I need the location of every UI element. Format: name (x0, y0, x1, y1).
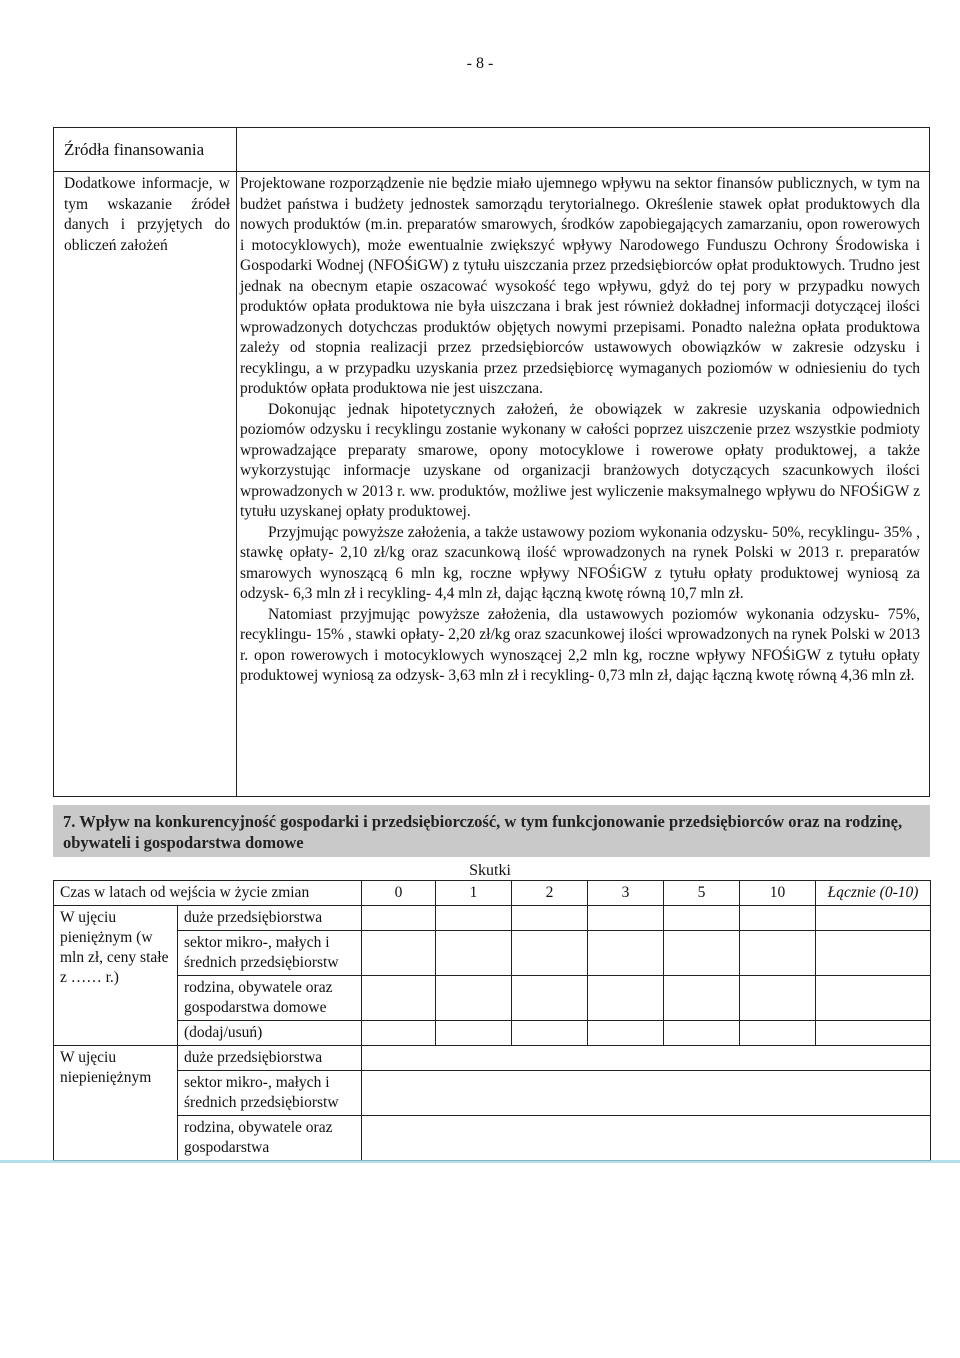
paragraph-2: Dokonując jednak hipotetycznych założeń, że obowiązek w zakresie uzyskania odpowiednich poziomów odzysku i recyklingu zostanie wykonany w całości poprzez uiszczenie przez wszystkie podmioty wprowadzające preparaty smarowe, opony motocyklowe i rowerowe opłaty produktowej, a także wykorzystując informacje uzyskane od organizacji branżowych dotyczących szacunkowych ilości wprowadzonych w 2013 r. ww. produktów, możliwe jest wyliczenie maksymalnego wpływu do NFOŚiGW z tytułu uzyskanej opłaty produktowej. (240, 400, 920, 520)
value-cell (362, 976, 436, 1021)
value-cell (436, 931, 512, 976)
row-label: rodzina, obywatele oraz gospodarstwa domowe (178, 976, 362, 1021)
value-cell (512, 931, 588, 976)
value-cell (588, 976, 664, 1021)
table-row (54, 1071, 931, 1116)
row-label: rodzina, obywatele oraz gospodarstwa (178, 1116, 362, 1161)
value-cell (664, 976, 740, 1021)
year-cell: 3 (588, 881, 664, 906)
table-row (54, 976, 931, 1021)
year-cell: 1 (436, 881, 512, 906)
financing-sources-title: Źródła finansowania (64, 140, 205, 159)
value-cell (362, 1046, 931, 1071)
table-row (54, 1116, 931, 1161)
table-row (54, 906, 931, 931)
value-cell (816, 976, 931, 1021)
paragraph-4: Natomiast przyjmując powyższe założenia, dla ustawowych poziomów wykonania odzysku- 75%, recyklingu- 15% , stawki opłaty- 2,20 zł/kg oraz szacunkowej ilości wprowadzonych na rynek Polski w 2013 r. opon rowerowych i motocyklowych wynoszącej 2,2 mln kg, roczne wpływy NFOŚiGW z tytułu opłaty produktowej wyniosą za odzysk- 3,63 mln zł i recykling- 0,73 mln zł, dając łączną kwotę równą 4,36 mln zł. (240, 605, 920, 684)
value-cell (588, 931, 664, 976)
paragraph-1: Projektowane rozporządzenie nie będzie miało ujemnego wpływu na sektor finansów publicznych, w tym na budżet państwa i budżety jednostek samorządu terytorialnego. Określenie stawek opłat produktowych dla nowych produktów (m.in. preparatów smarowych, środków zapobiegających zamarzaniu, opon rowerowych i motocyklowych), może ewentualnie zwiększyć wpływy Narodowego Funduszu Ochrony Środowiska i Gospodarki Wodnej (NFOŚiGW) z tytułu uiszczania przez przedsiębiorców opłat produktowych. Trudno jest jednak na obecnym etapie oszacować wysokość tego wpływu, gdyż do tej pory w przypadku nowych produktów opłata produktowa nie była uiszczana i brak jest również dokładnej informacji dotyczącej ilości wprowadzonych dotychczas produktów objętych nowymi przepisami. Ponadto należna opłata produktowa zależy od stopnia realizacji przez przedsiębiorców ustawowych obowiązków w zakresie odzysku i recyklingu, a w przypadku uzyskania przez przedsiębiorcę wymaganych poziomów w odniesieniu do tych produktów opłata produktowa nie jest uiszczana. (240, 175, 920, 397)
nonmonetary-group-label: W ujęciu niepieniężnym (54, 1046, 178, 1161)
row-label: sektor mikro-, małych i średnich przedsiębiorstw (178, 1071, 362, 1116)
page-number: - 8 - (466, 55, 494, 72)
section-7-heading: 7. Wpływ na konkurencyjność gospodarki i przedsiębiorczość, w tym funkcjonowanie przedsiębiorców oraz na rodzinę, obywateli i gospodarstwa domowe (53, 805, 930, 857)
value-cell (816, 906, 931, 931)
monetary-group-label: W ujęciu pieniężnym (w mln zł, ceny stałe z …… r.) (54, 906, 178, 1046)
financing-sources-table (53, 127, 930, 797)
value-cell (588, 906, 664, 931)
value-cell (740, 906, 816, 931)
time-label: Czas w latach od wejścia w życie zmian (54, 881, 362, 906)
value-cell (362, 1071, 931, 1116)
value-cell (362, 1116, 931, 1161)
value-cell (740, 976, 816, 1021)
value-cell (664, 931, 740, 976)
value-cell (816, 931, 931, 976)
additional-info-label: Dodatkowe informacje, w tym wskazanie źródeł danych i przyjętych do obliczeń założeń (64, 175, 230, 254)
additional-info-text (240, 174, 920, 687)
impact-table (53, 880, 931, 1161)
row-label: (dodaj/usuń) (178, 1021, 362, 1046)
year-cell: 0 (362, 881, 436, 906)
year-cell: 2 (512, 881, 588, 906)
value-cell (436, 976, 512, 1021)
value-cell (664, 906, 740, 931)
table-row (54, 1021, 931, 1046)
table-row (54, 931, 931, 976)
row-label: duże przedsiębiorstwa (178, 906, 362, 931)
value-cell (436, 906, 512, 931)
row-label: duże przedsiębiorstwa (178, 1046, 362, 1071)
row-label: sektor mikro-, małych i średnich przedsiębiorstw (178, 931, 362, 976)
value-cell (362, 906, 436, 931)
value-cell (740, 1021, 816, 1046)
table-row (54, 1046, 931, 1071)
value-cell (512, 906, 588, 931)
row-divider (54, 171, 929, 172)
scan-artifact-line (0, 1160, 960, 1163)
value-cell (436, 1021, 512, 1046)
value-cell (362, 931, 436, 976)
year-cell: 5 (664, 881, 740, 906)
header-row (54, 881, 931, 906)
paragraph-3: Przyjmując powyższe założenia, a także ustawowy poziom wykonania odzysku- 50%, recyklingu- 35% , stawkę opłaty- 2,10 zł/kg oraz szacunkową ilość wprowadzonych na rynek Polski w 2013 r. preparatów smarowych wynoszącą 6 mln kg, roczne wpływy NFOŚiGW z tytułu opłaty produktowej wyniosą za odzysk- 6,3 mln zł i recykling- 4,4 mln zł, dając łączną kwotę równą 10,7 mln zł. (240, 523, 920, 602)
value-cell (512, 976, 588, 1021)
total-label: Łącznie (0-10) (816, 881, 931, 906)
value-cell (740, 931, 816, 976)
value-cell (512, 1021, 588, 1046)
value-cell (362, 1021, 436, 1046)
skutki-label: Skutki (469, 862, 511, 879)
value-cell (664, 1021, 740, 1046)
year-cell: 10 (740, 881, 816, 906)
value-cell (588, 1021, 664, 1046)
column-divider (236, 128, 237, 796)
value-cell (816, 1021, 931, 1046)
